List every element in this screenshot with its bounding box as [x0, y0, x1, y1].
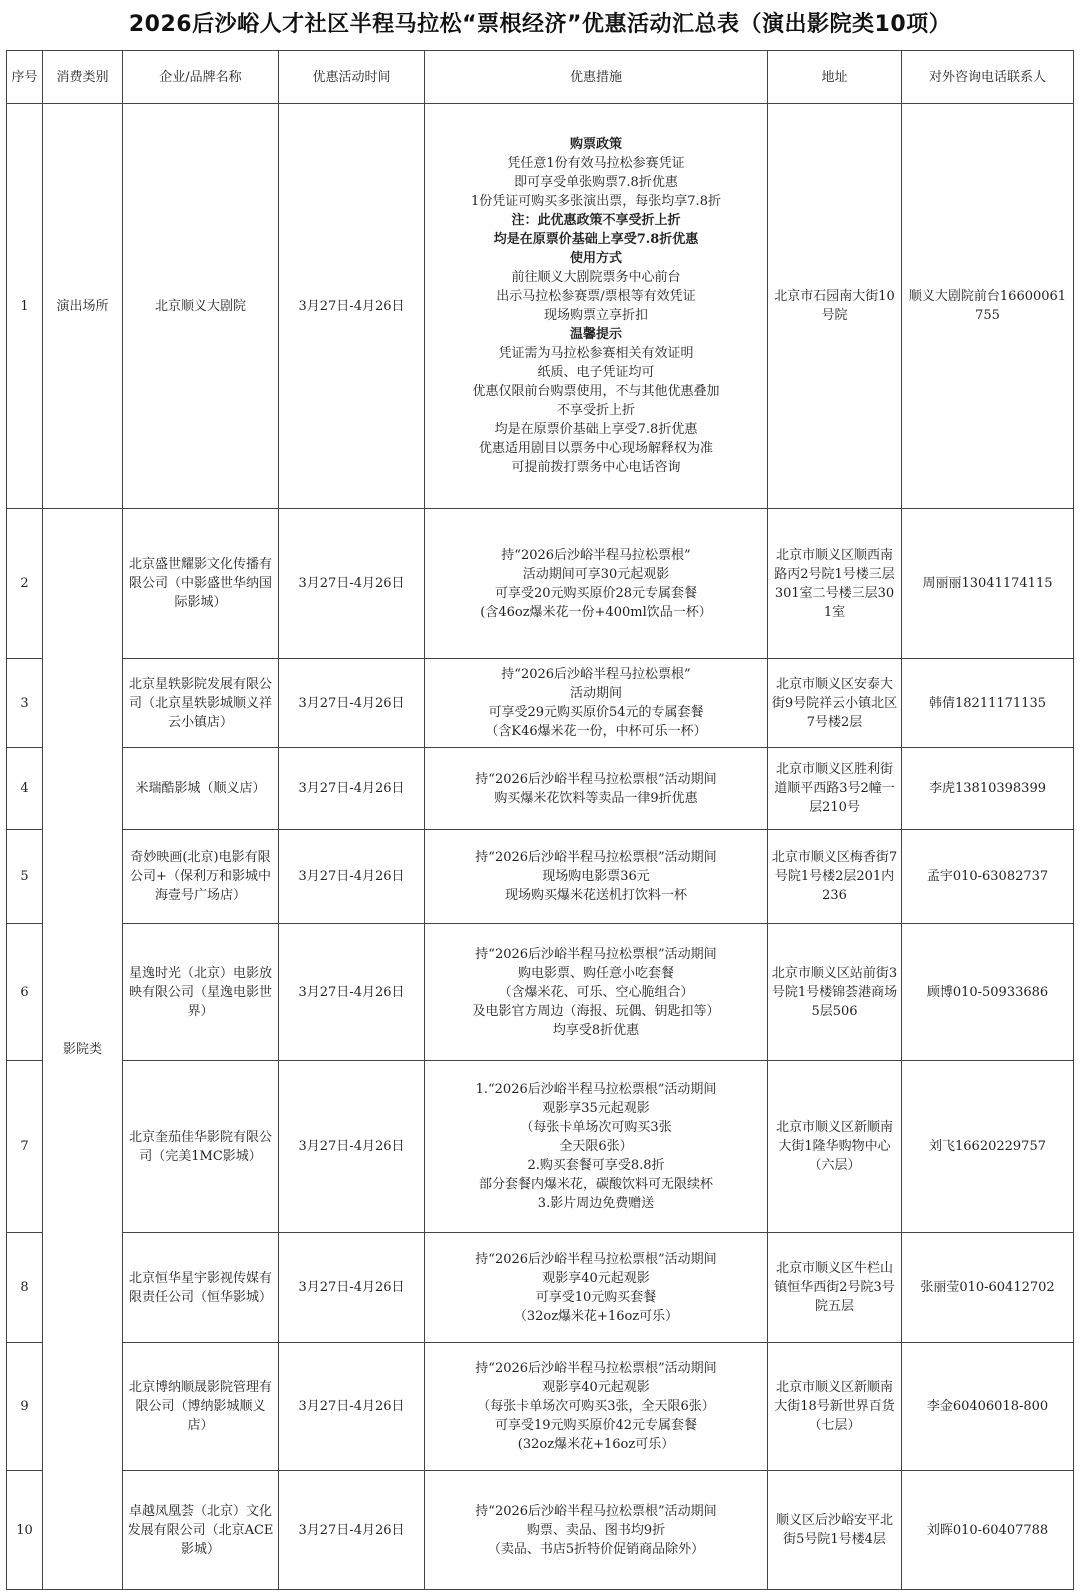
table-row: [7, 748, 1074, 830]
measure-line: (32oz爆米花+16oz可乐）: [517, 1437, 675, 1452]
discount-measures: [425, 1233, 768, 1343]
measure-line: 及电影官方周边（海报、玩偶、钥匙扣等）: [472, 1003, 720, 1019]
company-name: 奇妙映画(北京)电影有限公司+（保利万和影城中海壹号广场店）: [123, 830, 279, 924]
row-index: 10: [7, 1471, 43, 1590]
row-index: 8: [7, 1233, 43, 1343]
measure-line: 可享受19元购买原价42元专属套餐: [494, 1418, 698, 1433]
discount-measures: [425, 104, 768, 509]
activity-time: 3月27日-4月26日: [279, 509, 425, 659]
discount-measures: [425, 509, 768, 659]
measure-line: 全天限6张）: [559, 1139, 633, 1154]
measure-line: （含K46爆米花一份，中杯可乐一杯）: [485, 724, 707, 739]
category-performance: 演出场所: [43, 104, 123, 509]
category-cinema: 影院类: [43, 509, 123, 1590]
measure-line: 活动期间可享30元起观影: [522, 566, 670, 582]
measure-line: 现场购买爆米花送机打饮料一杯: [504, 888, 687, 903]
activity-time: 3月27日-4月26日: [279, 1233, 425, 1343]
table-row: [7, 104, 1074, 509]
activity-time: 3月27日-4月26日: [279, 104, 425, 509]
measure-line: 出示马拉松参赛票/票根等有效凭证: [496, 289, 696, 304]
measure-line: 活动期间: [569, 686, 622, 701]
measure-line: 可提前拨打票务中心电话咨询: [511, 460, 681, 475]
measure-line: （每张卡单场次可购买3张: [520, 1120, 672, 1135]
contact: 刘晖010-60407788: [902, 1471, 1074, 1590]
row-index: 3: [7, 659, 43, 748]
address: 北京市顺义区新顺南大街1隆华购物中心（六层）: [768, 1061, 902, 1233]
measure-line: 凭任意1份有效马拉松参赛凭证: [507, 156, 685, 171]
header-time: 优惠活动时间: [279, 51, 425, 104]
measure-line: 可享受10元购买套餐: [535, 1289, 657, 1305]
measure-line: 凭证需为马拉松参赛相关有效证明: [498, 346, 694, 361]
measure-line: 温馨提示: [569, 327, 622, 342]
header-contact: 对外咨询电话联系人: [902, 51, 1074, 104]
measure-line: 购买爆米花饮料等卖品一律9折优惠: [494, 790, 698, 806]
activity-time: 3月27日-4月26日: [279, 748, 425, 830]
header-company: 企业/品牌名称: [123, 51, 279, 104]
discount-measures: [425, 659, 768, 748]
activity-time: 3月27日-4月26日: [279, 924, 425, 1061]
row-index: 6: [7, 924, 43, 1061]
contact: 刘飞16620229757: [902, 1061, 1074, 1233]
table-row: [7, 1061, 1074, 1233]
address: 顺义区后沙峪安平北街5号院1号楼4层: [768, 1471, 902, 1590]
company-name: 北京恒华星宇影视传媒有限责任公司（恒华影城）: [123, 1233, 279, 1343]
measure-line: 持“2026后沙峪半程马拉松票根”活动期间: [475, 771, 717, 787]
contact: 顺义大剧院前台16600061755: [902, 104, 1074, 509]
measure-line: 均享受8折优惠: [552, 1022, 640, 1038]
measure-line: 观影享40元起观影: [542, 1380, 650, 1395]
company-name: 北京盛世耀影文化传播有限公司（中影盛世华纳国际影城）: [123, 509, 279, 659]
measure-line: 持“2026后沙峪半程马拉松票根”活动期间: [475, 1503, 717, 1519]
address: 北京市顺义区牛栏山镇恒华西街2号院3号院五层: [768, 1233, 902, 1343]
measure-line: 可享受29元购买原价54元的专属套餐: [488, 705, 704, 720]
row-index: 1: [7, 104, 43, 509]
company-name: 卓越凤凰荟（北京）文化发展有限公司（北京ACE影城）: [123, 1471, 279, 1590]
contact: 周丽丽13041174115: [902, 509, 1074, 659]
measure-line: 纸质、电子凭证均可: [537, 365, 655, 380]
measure-line: 1份凭证可购买多张演出票，每张均享7.8折: [471, 194, 721, 209]
address: 北京市顺义区站前街3号院1号楼锦荟港商场5层506: [768, 924, 902, 1061]
measure-line: 观影享40元起观影: [542, 1270, 650, 1286]
measure-line: 现场购票立享折扣: [543, 308, 648, 323]
company-name: 北京顺义大剧院: [123, 104, 279, 509]
activity-time: 3月27日-4月26日: [279, 830, 425, 924]
table-row: [7, 509, 1074, 659]
measure-line: 前往顺义大剧院票务中心前台: [511, 270, 681, 285]
table-row: [7, 659, 1074, 748]
contact: 韩倩18211171135: [902, 659, 1074, 748]
table-row: [7, 924, 1074, 1061]
measure-line: 持“2026后沙峪半程马拉松票根”活动期间: [475, 946, 717, 962]
table-row: [7, 1233, 1074, 1343]
measure-line: 均是在原票价基础上享受7.8折优惠: [494, 422, 698, 437]
activity-time: 3月27日-4月26日: [279, 1343, 425, 1471]
measure-line: 优惠适用剧目以票务中心现场解释权为准: [478, 441, 713, 456]
measure-line: 持“2026后沙峪半程马拉松票根”: [501, 547, 691, 563]
activity-time: 3月27日-4月26日: [279, 1061, 425, 1233]
measure-line: 持“2026后沙峪半程马拉松票根”活动期间: [475, 1251, 717, 1267]
row-index: 9: [7, 1343, 43, 1471]
measure-line: 均是在原票价基础上享受7.8折优惠: [493, 232, 699, 247]
contact: 李金60406018-800: [902, 1343, 1074, 1471]
contact: 李虎13810398399: [902, 748, 1074, 830]
measure-line: （卖品、书店5折特价促销商品除外）: [487, 1541, 705, 1557]
row-index: 7: [7, 1061, 43, 1233]
summary-table: [6, 50, 1074, 1590]
table-row: [7, 1343, 1074, 1471]
discount-measures: [425, 748, 768, 830]
row-index: 4: [7, 748, 43, 830]
measure-line: 购票、卖品、图书均9折: [526, 1522, 666, 1538]
activity-time: 3月27日-4月26日: [279, 659, 425, 748]
address: 北京市石园南大街10号院: [768, 104, 902, 509]
discount-measures: [425, 1471, 768, 1590]
measure-line: 购票政策: [569, 137, 622, 152]
header-row: [7, 51, 1074, 104]
address: 北京市顺义区胜利街道顺平西路3号2幢一层210号: [768, 748, 902, 830]
measure-line: 观影享35元起观影: [542, 1101, 650, 1116]
address: 北京市顺义区安泰大街9号院祥云小镇北区7号楼2层: [768, 659, 902, 748]
measure-line: 即可享受单张购票7.8折优惠: [514, 175, 678, 190]
measure-line: 3.影片周边免费赠送: [537, 1196, 655, 1211]
table-row: [7, 1471, 1074, 1590]
header-measures: 优惠措施: [425, 51, 768, 104]
discount-measures: [425, 830, 768, 924]
header-address: 地址: [768, 51, 902, 104]
measure-line: 现场购电影票36元: [542, 869, 650, 884]
discount-measures: [425, 1343, 768, 1471]
discount-measures: [425, 924, 768, 1061]
activity-time: 3月27日-4月26日: [279, 1471, 425, 1590]
measure-line: 持“2026后沙峪半程马拉松票根”: [501, 667, 691, 682]
measure-line: 2.购买套餐可享受8.8折: [527, 1158, 665, 1173]
measure-line: 注：此优惠政策不享受折上折: [511, 213, 681, 228]
row-index: 5: [7, 830, 43, 924]
company-name: 北京博纳顺晟影院管理有限公司（博纳影城顺义店）: [123, 1343, 279, 1471]
measure-line: （含爆米花、可乐、空心脆组合）: [498, 984, 694, 1000]
discount-measures: [425, 1061, 768, 1233]
contact: 孟宇010-63082737: [902, 830, 1074, 924]
header-category: 消费类别: [43, 51, 123, 104]
measure-line: 部分套餐内爆米花，碳酸饮料可无限续杯: [478, 1177, 713, 1192]
company-name: 北京星轶影院发展有限公司（北京星轶影城顺义祥云小镇店）: [123, 659, 279, 748]
table-row: [7, 830, 1074, 924]
page-title: 2026后沙峪人才社区半程马拉松“票根经济”优惠活动汇总表（演出影院类10项）: [128, 11, 952, 37]
address: 北京市顺义区顺西南路丙2号院1号楼三层301室二号楼三层301室: [768, 509, 902, 659]
header-index: 序号: [7, 51, 43, 104]
contact: 顾博010-50933686: [902, 924, 1074, 1061]
measure-line: 可享受20元购买原价28元专属套餐: [494, 585, 698, 601]
contact: 张丽莹010-60412702: [902, 1233, 1074, 1343]
measure-line: 持“2026后沙峪半程马拉松票根”活动期间: [475, 1361, 717, 1376]
measure-line: 购电影票、购任意小吃套餐: [517, 965, 674, 981]
measure-line: 优惠仅限前台购票使用，不与其他优惠叠加: [472, 384, 720, 399]
measure-line: (含46oz爆米花一份+400ml饮品一杯）: [480, 604, 712, 620]
address: 北京市顺义区新顺南大街18号新世界百货（七层）: [768, 1343, 902, 1471]
measure-line: 不享受折上折: [556, 403, 635, 418]
row-index: 2: [7, 509, 43, 659]
measure-line: （每张卡单场次可购买3张，全天限6张）: [477, 1399, 715, 1414]
address: 北京市顺义区梅香街7号院1号楼2层201内236: [768, 830, 902, 924]
measure-line: 使用方式: [569, 251, 622, 266]
measure-line: 持“2026后沙峪半程马拉松票根”活动期间: [475, 850, 717, 865]
measure-line: （32oz爆米花+16oz可乐）: [513, 1308, 679, 1324]
company-name: 星逸时光（北京）电影放映有限公司（星逸电影世界）: [123, 924, 279, 1061]
company-name: 米瑞酷影城（顺义店）: [123, 748, 279, 830]
measure-line: 1.“2026后沙峪半程马拉松票根”活动期间: [475, 1082, 717, 1097]
company-name: 北京奎茄佳华影院有限公司（完美1MC影城）: [123, 1061, 279, 1233]
